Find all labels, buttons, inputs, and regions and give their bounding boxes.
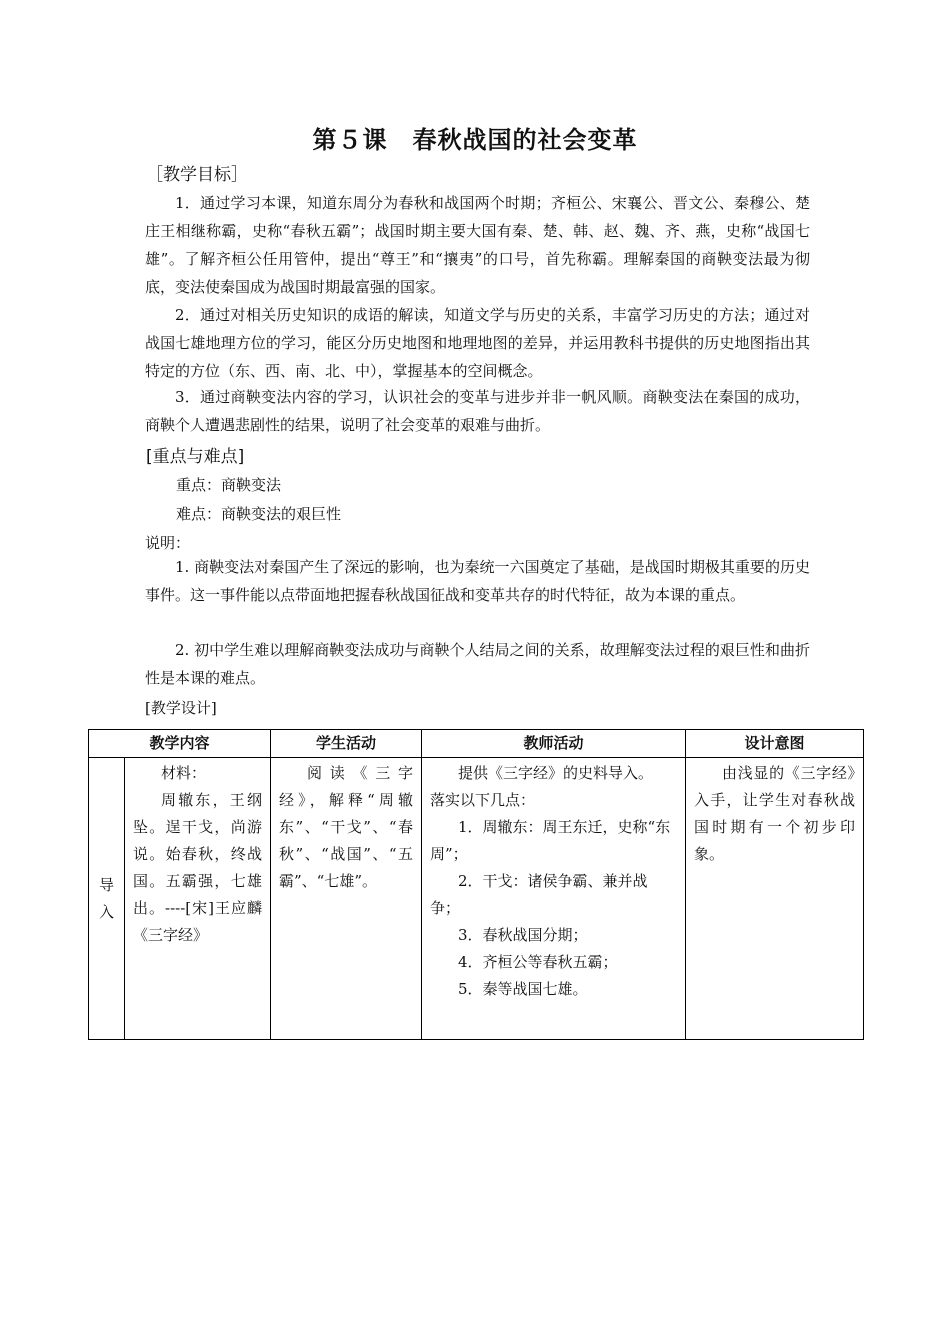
note-1: 1. 商鞅变法对秦国产生了深远的影响，也为秦统一六国奠定了基础，是战国时期极其重要的历史事件。这一事件能以点带面地把握春秋战国征战和变革共存的时代特征，故为本课的重点。 (145, 558, 810, 604)
objective-1: 1．通过学习本课，知道东周分为春秋和战国两个时期；齐桓公、宋襄公、晋文公、秦穆公、楚庄王相继称霸，史称“春秋五霸”；战国时期主要大国有秦、楚、韩、赵、魏、齐、燕，史称“战国七雄”。了解齐桓公任用管仲，提出“尊王”和“攘夷”的口号，首先称霸。理解秦国的商鞅变法最为彻底，变法使秦国成为战国时期最富强的国家。 (145, 194, 810, 296)
objectives-heading: ［教学目标］ (146, 165, 248, 185)
lesson-title: 第５课 春秋战国的社会变革 (312, 126, 638, 154)
list-item: 1．周辙东：周王东迁，史称“东周”； (430, 818, 671, 863)
design-heading: [教学设计] (145, 699, 217, 717)
key-points-heading: [重点与难点] (146, 447, 245, 467)
list-item: 3．春秋战国分期； (458, 926, 588, 944)
column-header: 教学内容 (89, 730, 271, 758)
difficulty-point: 难点：商鞅变法的艰巨性 (176, 505, 342, 523)
material-label: 材料： (161, 764, 207, 782)
column-header: 学生活动 (271, 730, 422, 758)
objective-2: 2．通过对相关历史知识的成语的解读，知道文学与历史的关系，丰富学习历史的方法；通过对战国七雄地理方位的学习，能区分历史地图和地理地图的差异，并运用教科书提供的历史地图指出其特定的方位（东、西、南、北、中），掌握基本的空间概念。 (145, 306, 810, 380)
list-item: 5．秦等战国七雄。 (458, 980, 588, 998)
teacher-lead: 落实以下几点： (430, 791, 536, 809)
design-intent-cell (686, 758, 864, 1040)
column-header: 设计意图 (686, 730, 864, 758)
table-header-row (89, 730, 864, 758)
list-item: 2．干戈：诸侯争霸、兼并战争； (430, 872, 648, 917)
student-activity-text: 阅读《三字经》，解释“周辙东”、“干戈”、“春秋”、“战国”、“五霸”、“七雄”。 (279, 764, 414, 890)
stage-cell (89, 758, 125, 1040)
objective-3: 3．通过商鞅变法内容的学习，认识社会的变革与进步并非一帆风顺。商鞅变法在秦国的成功，商鞅个人遭遇悲剧性的结果，说明了社会变革的艰难与曲折。 (145, 388, 810, 434)
note-2: 2. 初中学生难以理解商鞅变法成功与商鞅个人结局之间的关系，故理解变法过程的艰巨性和曲折性是本课的难点。 (145, 641, 810, 687)
column-header: 教师活动 (422, 730, 686, 758)
list-item: 4．齐桓公等春秋五霸； (458, 953, 618, 971)
student-activity-cell (271, 758, 422, 1040)
content-cell (125, 758, 271, 1040)
stage-label: 入 (98, 902, 114, 921)
teacher-points-list (430, 814, 677, 1003)
teacher-activity-cell (422, 758, 686, 1040)
material-text: 周辙东，王纲坠。逞干戈，尚游说。始春秋，终战国。五霸强，七雄出。----[宋]王应麟《三字经》 (133, 791, 263, 944)
key-point: 重点：商鞅变法 (176, 476, 282, 494)
note-label: 说明： (145, 534, 191, 552)
table-row (89, 758, 864, 1040)
teacher-intro: 提供《三字经》的史料导入。 (458, 764, 654, 782)
stage-label: 导 (98, 875, 114, 894)
teaching-design-table (88, 729, 864, 1040)
design-intent-text: 由浅显的《三字经》入手，让学生对春秋战国时期有一个初步印象。 (694, 764, 856, 863)
